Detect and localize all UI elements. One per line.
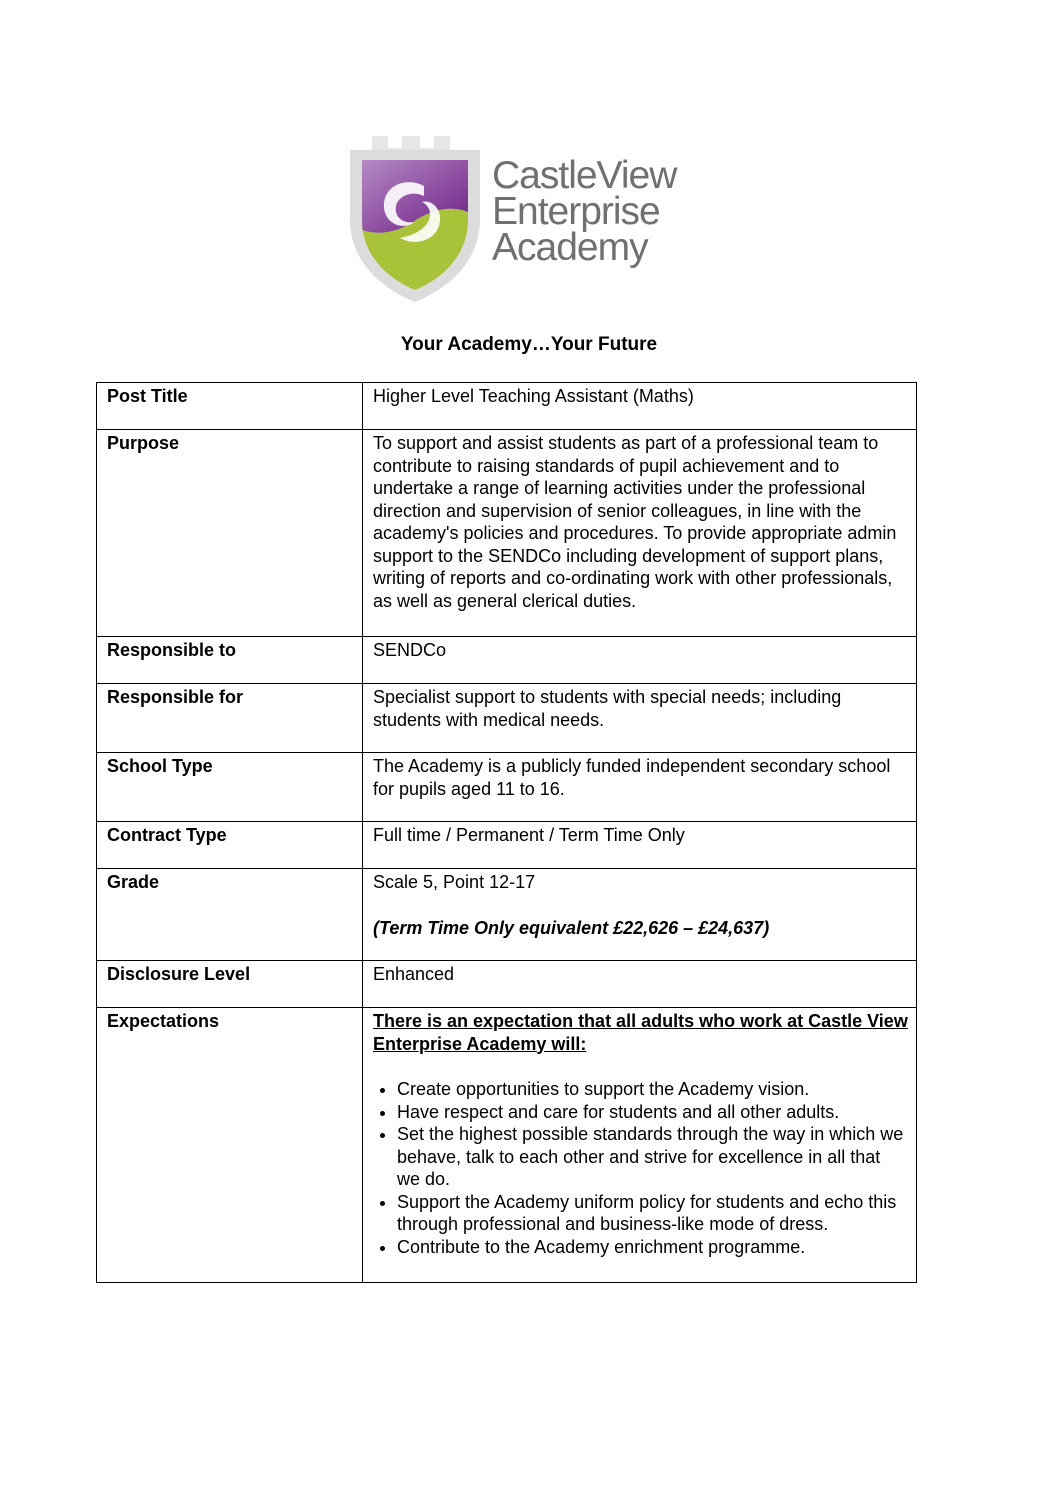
expectations-heading: There is an expectation that all adults who work at Castle View Enterprise Academy will: bbox=[373, 1011, 908, 1054]
expectations-cell bbox=[363, 1008, 917, 1283]
purpose-value: To support and assist students as part of a professional team to contribute to raising standards of pupil achievement and to undertake a range of learning activities under the professional direction and supervision of senior colleagues, in line with the academy's policies and procedures. To provide appropriate admin support to the SENDCo including development of support plans, writing of reports and co-ordinating work with other professionals, as well as general clerical duties. bbox=[363, 430, 917, 637]
table-row bbox=[97, 1008, 917, 1283]
shield-logo-icon bbox=[340, 128, 490, 308]
school-type-value: The Academy is a publicly funded independent secondary school for pupils aged 11 to 16. bbox=[363, 753, 917, 822]
tagline: Your Academy…Your Future bbox=[400, 334, 658, 355]
logo-line-2: Enterprise bbox=[492, 190, 660, 233]
list-item: • Create opportunities to support the Academy vision. bbox=[397, 1078, 908, 1101]
responsible-to-label: Responsible to bbox=[97, 637, 363, 684]
grade-value: Scale 5, Point 12-17 bbox=[373, 872, 536, 892]
logo-wordmark bbox=[492, 154, 677, 269]
table-row bbox=[97, 869, 917, 961]
grade-cell bbox=[363, 869, 917, 961]
grade-label: Grade bbox=[97, 869, 363, 961]
job-description-table bbox=[96, 382, 917, 1283]
contract-type-label: Contract Type bbox=[97, 822, 363, 869]
responsible-to-value: SENDCo bbox=[363, 637, 917, 684]
grade-note: (Term Time Only equivalent £22,626 – £24,637) bbox=[373, 917, 770, 938]
responsible-for-value: Specialist support to students with special needs; including students with medical needs. bbox=[363, 684, 917, 753]
post-title-value: Higher Level Teaching Assistant (Maths) bbox=[363, 383, 917, 430]
disclosure-label: Disclosure Level bbox=[97, 961, 363, 1008]
list-item: • Contribute to the Academy enrichment programme. bbox=[397, 1236, 908, 1259]
expectations-list bbox=[373, 1078, 908, 1258]
list-item: • Set the highest possible standards through the way in which we behave, talk to each other and strive for excellence in all that we do. bbox=[397, 1123, 908, 1191]
table-row bbox=[97, 822, 917, 869]
school-type-label: School Type bbox=[97, 753, 363, 822]
table-row bbox=[97, 383, 917, 430]
table-row bbox=[97, 753, 917, 822]
purpose-label: Purpose bbox=[97, 430, 363, 637]
logo-line-3: Academy bbox=[492, 226, 648, 269]
academy-logo bbox=[340, 128, 720, 308]
list-item: • Support the Academy uniform policy for students and echo this through professional and business-like mode of dress. bbox=[397, 1191, 908, 1236]
table-row bbox=[97, 684, 917, 753]
contract-type-value: Full time / Permanent / Term Time Only bbox=[363, 822, 917, 869]
logo-line-1: CastleView bbox=[492, 154, 677, 197]
table-row bbox=[97, 637, 917, 684]
table-row bbox=[97, 430, 917, 637]
list-item: • Have respect and care for students and all other adults. bbox=[397, 1101, 908, 1124]
responsible-for-label: Responsible for bbox=[97, 684, 363, 753]
table-row bbox=[97, 961, 917, 1008]
expectations-label: Expectations bbox=[97, 1008, 363, 1283]
disclosure-value: Enhanced bbox=[363, 961, 917, 1008]
post-title-label: Post Title bbox=[97, 383, 363, 430]
